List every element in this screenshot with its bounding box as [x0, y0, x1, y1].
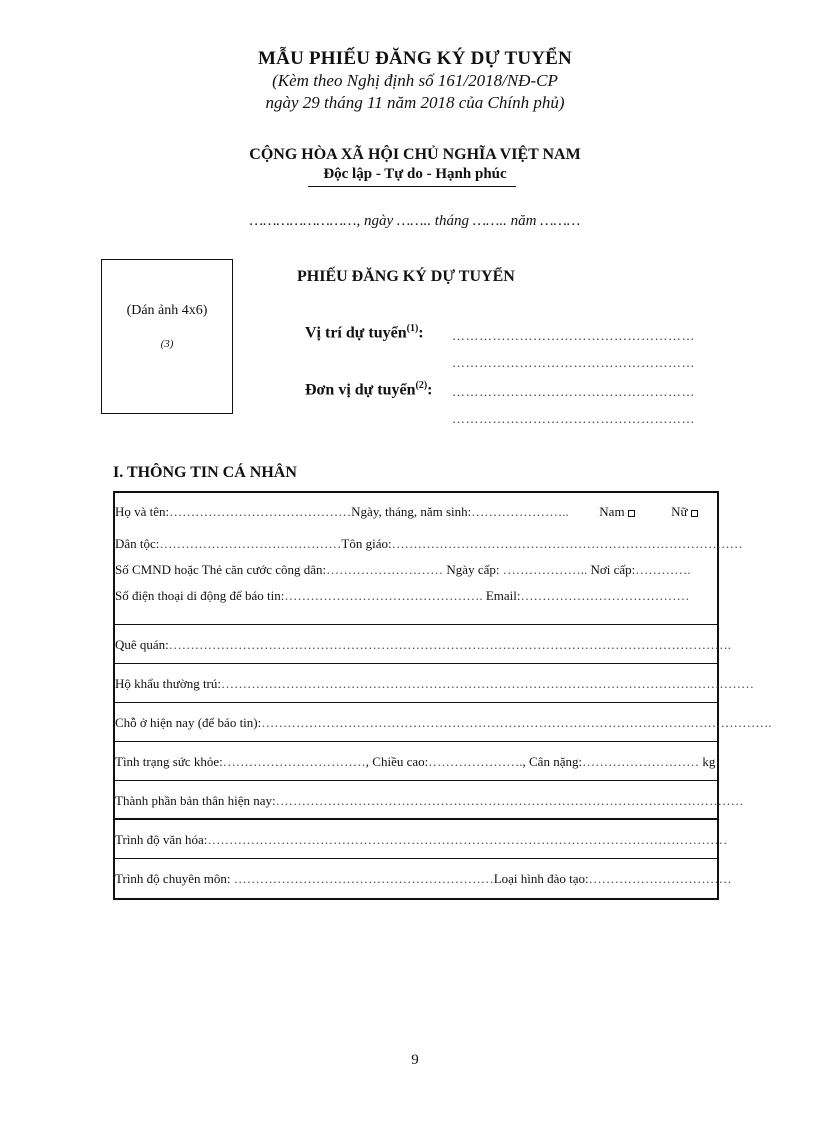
position-field-line1[interactable]: ………………………………………………: [452, 328, 695, 343]
training-type-field[interactable]: ……………………………: [588, 871, 732, 886]
male-checkbox[interactable]: [628, 510, 635, 517]
female-label: Nữ: [671, 504, 688, 519]
unit-colon: :: [427, 381, 433, 399]
unit-field-line1[interactable]: ………………………………………………: [452, 384, 695, 399]
ethnicity-field[interactable]: ……………………………………: [159, 536, 342, 551]
decree-reference-line1: (Kèm theo Nghị định số 161/2018/NĐ-CP: [272, 71, 558, 90]
position-label: [305, 323, 424, 342]
email-label: Email:: [485, 588, 521, 603]
table-row-professional: [115, 859, 732, 898]
place-date-line: ……………………, ngày …….. tháng …….. năm ………: [249, 213, 581, 229]
hometown-label: Quê quán:: [115, 637, 169, 652]
name-label: Họ và tên:: [115, 504, 170, 519]
table-row-education: [115, 820, 728, 859]
unit-footnote: (2): [415, 380, 428, 391]
phone-label: Số điện thoại di động để báo tin:: [115, 588, 285, 603]
table-row-background: [115, 781, 744, 820]
unit-label-text: Đơn vị dự tuyển: [305, 381, 416, 399]
dob-label: Ngày, tháng, năm sinh:: [351, 504, 472, 519]
decree-reference-line2: ngày 29 tháng 11 năm 2018 của Chính phủ): [265, 93, 565, 112]
photo-placeholder[interactable]: [101, 259, 233, 414]
weight-field[interactable]: ………………………: [582, 754, 700, 769]
dob-field[interactable]: …………………..: [471, 504, 569, 519]
professional-field[interactable]: ……………………………………………………: [230, 871, 494, 886]
photo-footnote: (3): [160, 338, 174, 350]
position-label-text: Vị trí dự tuyển: [305, 324, 407, 342]
id-number-field[interactable]: ………………………: [326, 562, 444, 577]
table-row-current-address: [115, 703, 772, 742]
position-field-line2[interactable]: ………………………………………………: [452, 355, 695, 370]
weight-label: , Cân nặng:: [522, 754, 583, 769]
name-field[interactable]: ……………………………………: [169, 504, 352, 519]
religion-label: Tôn giáo:: [341, 536, 392, 551]
training-type-label: Loại hình đào tạo:: [493, 871, 589, 886]
issue-date-field[interactable]: ………………..: [502, 562, 588, 577]
female-checkbox[interactable]: [691, 510, 698, 517]
form-title: PHIẾU ĐĂNG KÝ DỰ TUYỂN: [297, 268, 515, 285]
height-label: , Chiều cao:: [365, 754, 429, 769]
health-field[interactable]: ……………………………: [222, 754, 366, 769]
religion-field[interactable]: ………………………………………………………………………: [391, 536, 743, 551]
id-number-label: Số CMND hoặc Thẻ căn cước công dân:: [115, 562, 327, 577]
phone-field[interactable]: ……………………………………….: [284, 588, 483, 603]
current-address-label: Chỗ ở hiện nay (để báo tin):: [115, 715, 262, 730]
issue-date-label: Ngày cấp:: [446, 562, 500, 577]
residence-field[interactable]: ……………………………………………………………………………………………………………: [221, 676, 754, 691]
personal-info-table: [113, 491, 772, 900]
gender-female-option[interactable]: [671, 504, 697, 519]
background-field[interactable]: ………………………………………………………………………………………………: [275, 793, 744, 808]
male-label: Nam: [599, 504, 625, 519]
form-template-title: MẪU PHIẾU ĐĂNG KÝ DỰ TUYỂN: [258, 48, 572, 69]
unit-label: [305, 380, 432, 399]
current-address-field[interactable]: ……………………………………………………………………………………………………….: [261, 715, 772, 730]
issue-place-field[interactable]: ………….: [635, 562, 691, 577]
national-motto: Độc lập - Tự do - Hạnh phúc: [323, 166, 507, 182]
gender-male-option[interactable]: [599, 504, 634, 519]
hometown-field[interactable]: ………………………………………………………………………………………………………………….: [168, 637, 732, 652]
professional-label: Trình độ chuyên môn:: [115, 871, 231, 886]
background-label: Thành phần bản thân hiện nay:: [115, 793, 276, 808]
email-field[interactable]: …………………………………: [520, 588, 690, 603]
national-title: CỘNG HÒA XÃ HỘI CHỦ NGHĨA VIỆT NAM: [249, 146, 581, 163]
table-row-hometown: [115, 625, 732, 664]
ethnicity-label: Dân tộc:: [115, 536, 160, 551]
position-colon: :: [418, 324, 424, 342]
education-field[interactable]: …………………………………………………………………………………………………………: [207, 832, 728, 847]
table-row-basic-info: [115, 493, 743, 625]
table-row-health: [115, 742, 717, 781]
height-field[interactable]: ………………….: [428, 754, 523, 769]
education-label: Trình độ văn hóa:: [115, 832, 208, 847]
position-footnote: (1): [406, 323, 419, 334]
unit-field-line2[interactable]: ………………………………………………: [452, 411, 695, 426]
weight-unit: kg: [702, 754, 716, 769]
residence-label: Hộ khẩu thường trú:: [115, 676, 221, 691]
health-label: Tình trạng sức khỏe:: [115, 754, 223, 769]
photo-label: (Dán ảnh 4x6): [126, 303, 208, 318]
section-personal-info-title: I. THÔNG TIN CÁ NHÂN: [113, 464, 297, 481]
issue-place-label: Nơi cấp:: [590, 562, 636, 577]
motto-underline: [308, 186, 516, 187]
table-row-permanent-residence: [115, 664, 754, 703]
page-number: 9: [411, 1052, 419, 1068]
